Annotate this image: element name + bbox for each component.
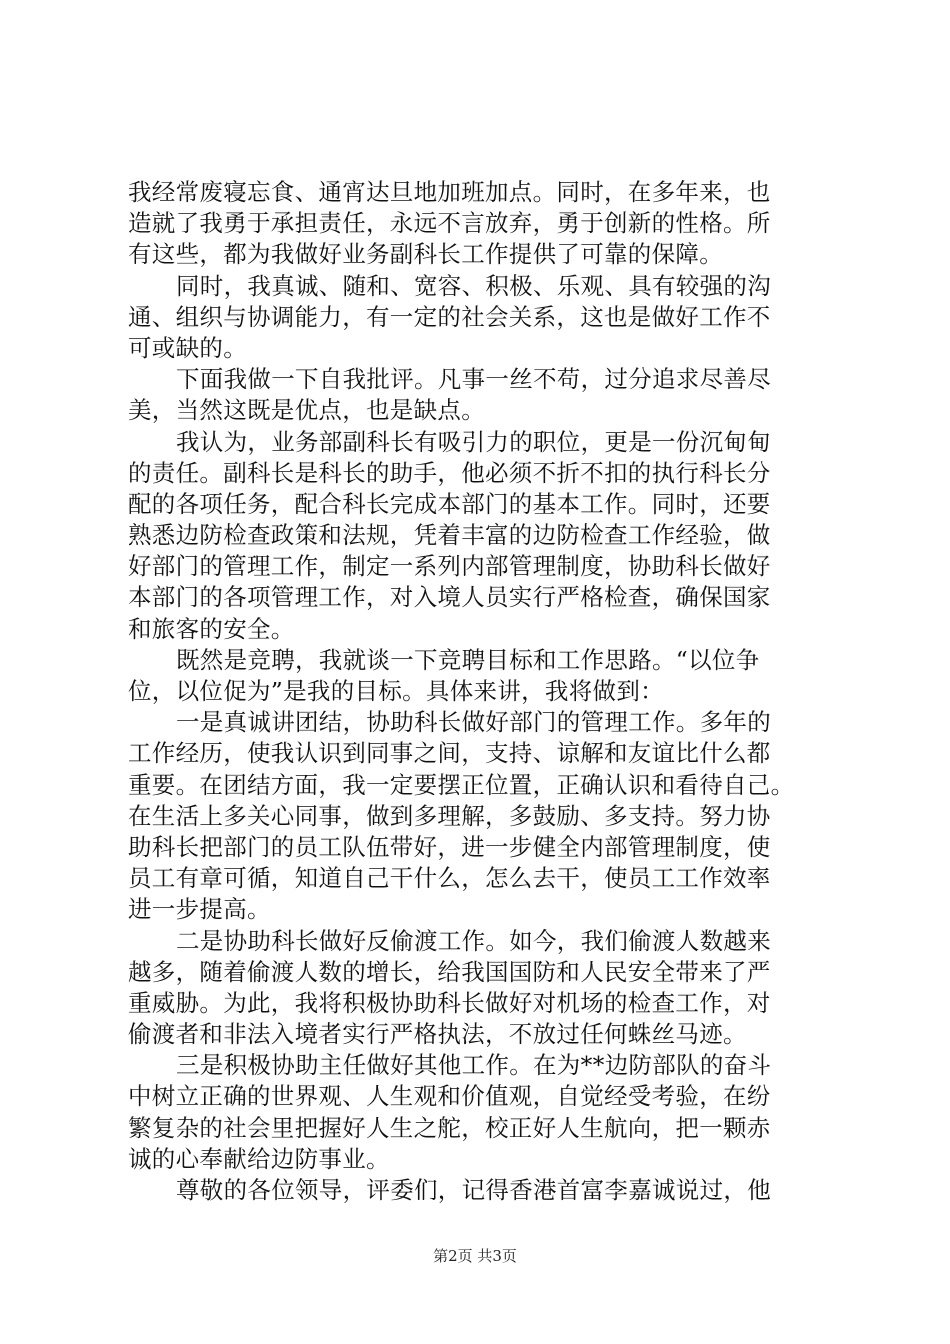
- text-line: 二是协助科长做好反偷渡工作。如今，我们偷渡人数越来: [176, 926, 771, 955]
- text-line: 中树立正确的世界观、人生观和价值观，自觉经受考验，在纷: [128, 1082, 771, 1111]
- text-line: 重威胁。为此，我将积极协助科长做好对机场的检查工作，对: [128, 988, 771, 1017]
- text-line: 工作经历，使我认识到同事之间，支持、谅解和友谊比什么都: [128, 739, 771, 768]
- text-line: 偷渡者和非法入境者实行严格执法，不放过任何蛛丝马迹。: [128, 1020, 747, 1049]
- text-line: 在生活上多关心同事，做到多理解，多鼓励、多支持。努力协: [128, 801, 771, 830]
- text-line: 我认为，业务部副科长有吸引力的职位，更是一份沉甸甸: [176, 427, 771, 456]
- text-line: 好部门的管理工作，制定一系列内部管理制度，协助科长做好: [128, 552, 771, 581]
- text-line: 本部门的各项管理工作，对入境人员实行严格检查，确保国家: [128, 583, 771, 612]
- text-line: 进一步提高。: [128, 895, 271, 924]
- text-line: 的责任。副科长是科长的助手，他必须不折不扣的执行科长分: [128, 458, 771, 487]
- text-line: 配的各项任务，配合科长完成本部门的基本工作。同时，还要: [128, 489, 771, 518]
- text-line: 通、组织与协调能力，有一定的社会关系，这也是做好工作不: [128, 302, 771, 331]
- text-line: 我经常废寝忘食、通宵达旦地加班加点。同时，在多年来，也: [128, 178, 771, 206]
- text-line: 熟悉边防检查政策和法规，凭着丰富的边防检查工作经验，做: [128, 521, 771, 550]
- text-line: 和旅客的安全。: [128, 614, 295, 643]
- text-line: 造就了我勇于承担责任，永远不言放弃，勇于创新的性格。所: [128, 209, 771, 238]
- text-line: 重要。在团结方面，我一定要摆正位置，正确认识和看待自己。: [128, 770, 795, 799]
- page-footer: 第2页 共3页: [433, 1247, 517, 1265]
- text-line: 美，当然这既是优点，也是缺点。: [128, 396, 485, 425]
- text-line: 有这些，都为我做好业务副科长工作提供了可靠的保障。: [128, 240, 723, 269]
- text-line: 繁复杂的社会里把握好人生之舵，校正好人生航向，把一颗赤: [128, 1113, 771, 1142]
- text-line: 同时，我真诚、随和、宽容、积极、乐观、具有较强的沟: [176, 271, 771, 300]
- text-line: 诚的心奉献给边防事业。: [128, 1144, 390, 1173]
- text-line: 一是真诚讲团结，协助科长做好部门的管理工作。多年的: [176, 708, 771, 737]
- text-line: 可或缺的。: [128, 333, 247, 362]
- document-body: [128, 177, 832, 1206]
- text-line: 三是积极协助主任做好其他工作。在为**边防部队的奋斗: [176, 1051, 772, 1080]
- text-line: 助科长把部门的员工队伍带好，进一步健全内部管理制度，使: [128, 832, 771, 861]
- text-line: 下面我做一下自我批评。凡事一丝不苟，过分追求尽善尽: [176, 365, 771, 394]
- text-line: 尊敬的各位领导，评委们，记得香港首富李嘉诚说过，他: [176, 1176, 771, 1204]
- text-line: 既然是竞聘，我就谈一下竞聘目标和工作思路。“以位争: [176, 645, 760, 674]
- text-line: 员工有章可循，知道自己干什么，怎么去干，使员工工作效率: [128, 864, 771, 893]
- text-line: 越多，随着偷渡人数的增长，给我国国防和人民安全带来了严: [128, 957, 771, 986]
- text-line: 位，以位促为”是我的目标。具体来讲，我将做到：: [128, 677, 664, 705]
